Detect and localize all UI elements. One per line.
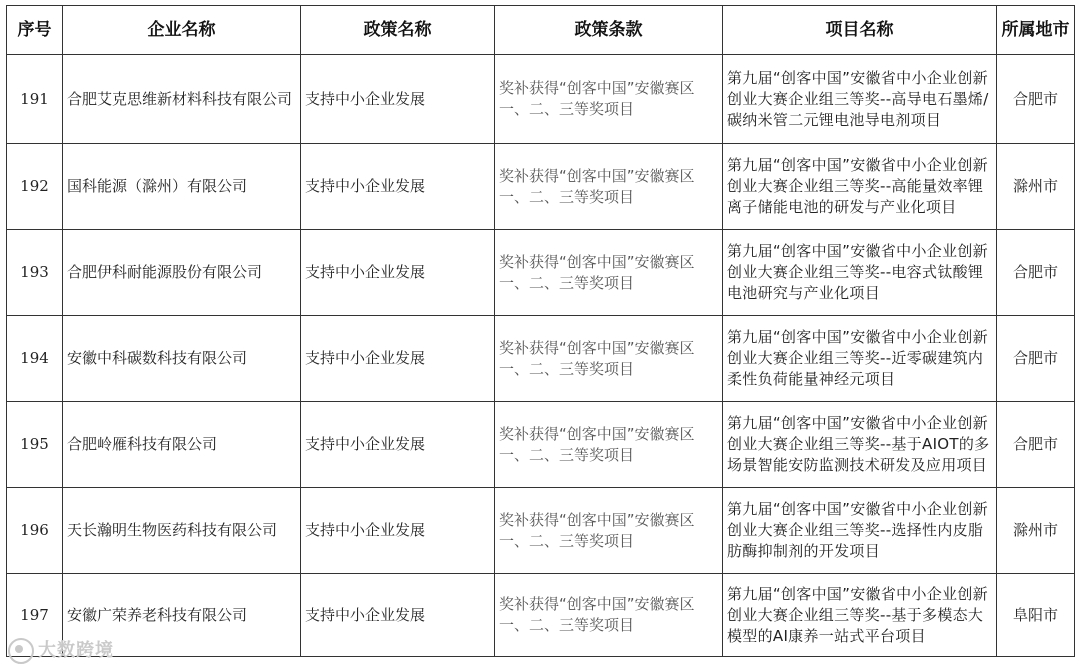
cell-city: 合肥市 (997, 402, 1075, 488)
cell-city: 阜阳市 (997, 574, 1075, 657)
cell-seq: 194 (7, 316, 63, 402)
cell-clause: 奖补获得“创客中国”安徽赛区一、二、三等奖项目 (495, 144, 723, 230)
cell-city: 合肥市 (997, 55, 1075, 144)
header-city: 所属地市 (997, 6, 1075, 55)
cell-company: 合肥艾克思维新材料科技有限公司 (63, 55, 301, 144)
cell-project: 第九届“创客中国”安徽省中小企业创新创业大赛企业组三等奖--基于多模态大模型的AI康养一站式平台项目 (723, 574, 997, 657)
cell-project: 第九届“创客中国”安徽省中小企业创新创业大赛企业组三等奖--电容式钛酸锂电池研究与产业化项目 (723, 230, 997, 316)
cell-seq: 191 (7, 55, 63, 144)
header-policy: 政策名称 (301, 6, 495, 55)
cell-policy: 支持中小企业发展 (301, 488, 495, 574)
cell-seq: 196 (7, 488, 63, 574)
watermark-text: 大数跨境 (38, 640, 114, 661)
table-row (7, 230, 1075, 316)
cell-seq: 197 (7, 574, 63, 657)
cell-company: 安徽中科碳数科技有限公司 (63, 316, 301, 402)
cell-project: 第九届“创客中国”安徽省中小企业创新创业大赛企业组三等奖--选择性内皮脂肪酶抑制剂的开发项目 (723, 488, 997, 574)
table-row (7, 316, 1075, 402)
cell-policy: 支持中小企业发展 (301, 574, 495, 657)
cell-seq: 195 (7, 402, 63, 488)
watermark-logo-icon (8, 638, 34, 664)
cell-project: 第九届“创客中国”安徽省中小企业创新创业大赛企业组三等奖--基于AIOT的多场景智能安防监测技术研发及应用项目 (723, 402, 997, 488)
cell-clause: 奖补获得“创客中国”安徽赛区一、二、三等奖项目 (495, 574, 723, 657)
policy-table (6, 5, 1075, 657)
cell-clause: 奖补获得“创客中国”安徽赛区一、二、三等奖项目 (495, 488, 723, 574)
table-row (7, 144, 1075, 230)
cell-city: 滁州市 (997, 488, 1075, 574)
table-row (7, 574, 1075, 657)
header-company: 企业名称 (63, 6, 301, 55)
cell-policy: 支持中小企业发展 (301, 144, 495, 230)
table-row (7, 55, 1075, 144)
cell-seq: 193 (7, 230, 63, 316)
cell-policy: 支持中小企业发展 (301, 402, 495, 488)
cell-project: 第九届“创客中国”安徽省中小企业创新创业大赛企业组三等奖--近零碳建筑内柔性负荷能量神经元项目 (723, 316, 997, 402)
watermark (8, 636, 114, 664)
cell-company: 合肥岭雁科技有限公司 (63, 402, 301, 488)
table-row (7, 488, 1075, 574)
header-seq: 序号 (7, 6, 63, 55)
table-header-row (7, 6, 1075, 55)
cell-clause: 奖补获得“创客中国”安徽赛区一、二、三等奖项目 (495, 316, 723, 402)
cell-city: 滁州市 (997, 144, 1075, 230)
cell-project: 第九届“创客中国”安徽省中小企业创新创业大赛企业组三等奖--高导电石墨烯/碳纳米管二元锂电池导电剂项目 (723, 55, 997, 144)
cell-company: 合肥伊科耐能源股份有限公司 (63, 230, 301, 316)
cell-city: 合肥市 (997, 230, 1075, 316)
cell-clause: 奖补获得“创客中国”安徽赛区一、二、三等奖项目 (495, 230, 723, 316)
table-row (7, 402, 1075, 488)
cell-company: 安徽广荣养老科技有限公司 (63, 574, 301, 657)
header-project: 项目名称 (723, 6, 997, 55)
cell-policy: 支持中小企业发展 (301, 55, 495, 144)
cell-policy: 支持中小企业发展 (301, 316, 495, 402)
header-clause: 政策条款 (495, 6, 723, 55)
cell-clause: 奖补获得“创客中国”安徽赛区一、二、三等奖项目 (495, 55, 723, 144)
cell-policy: 支持中小企业发展 (301, 230, 495, 316)
cell-project: 第九届“创客中国”安徽省中小企业创新创业大赛企业组三等奖--高能量效率锂离子储能电池的研发与产业化项目 (723, 144, 997, 230)
cell-company: 天长瀚明生物医药科技有限公司 (63, 488, 301, 574)
cell-clause: 奖补获得“创客中国”安徽赛区一、二、三等奖项目 (495, 402, 723, 488)
cell-company: 国科能源（滁州）有限公司 (63, 144, 301, 230)
cell-seq: 192 (7, 144, 63, 230)
cell-city: 合肥市 (997, 316, 1075, 402)
